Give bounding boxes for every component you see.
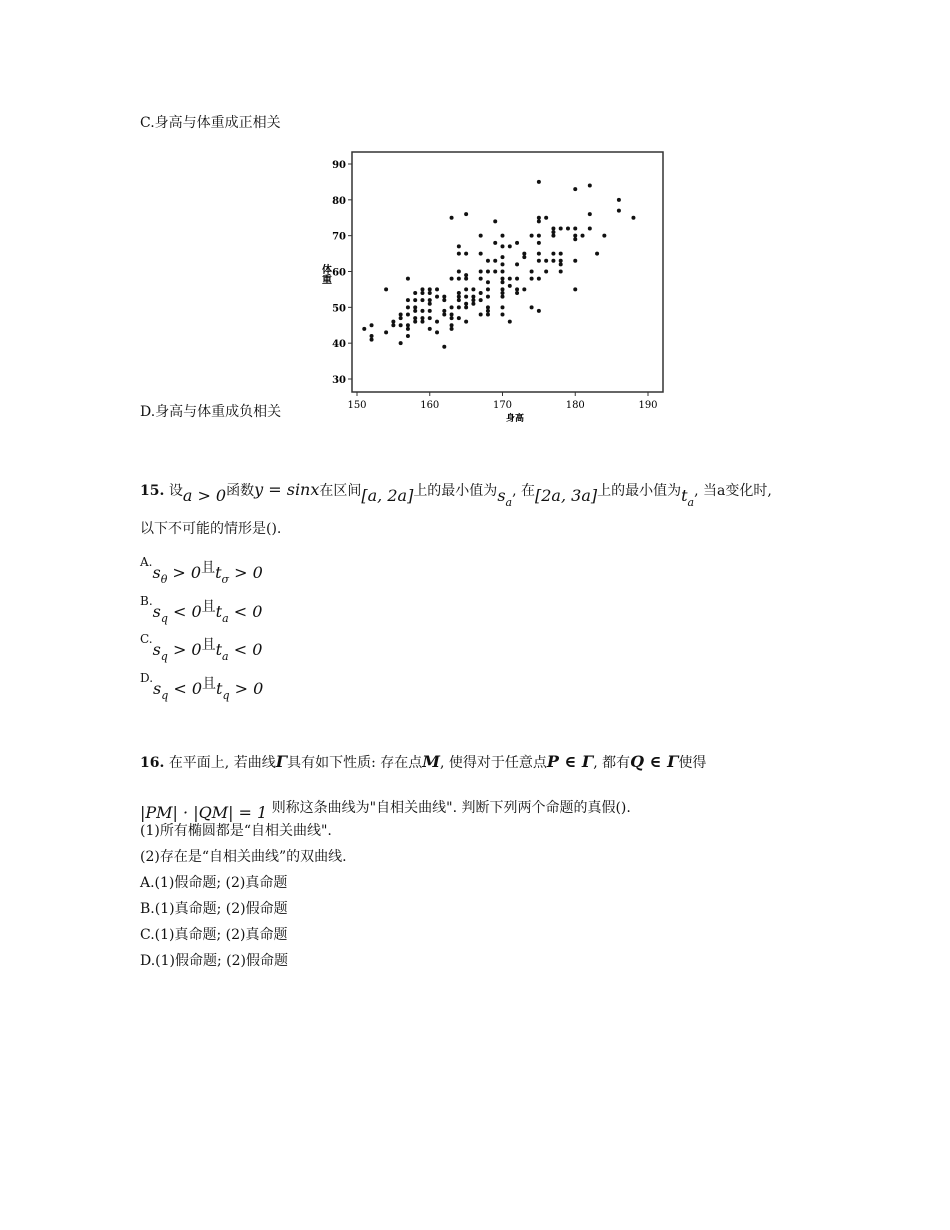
data-point	[420, 316, 424, 320]
data-point	[464, 273, 468, 277]
data-point	[450, 327, 454, 331]
data-point	[559, 227, 563, 231]
q16-math: M	[422, 752, 440, 771]
x-tick-label: 170	[492, 400, 513, 411]
data-point	[413, 320, 417, 324]
data-point	[428, 327, 432, 331]
inequality: < 0	[233, 602, 263, 621]
data-point	[602, 234, 606, 238]
data-point	[399, 316, 403, 320]
data-point	[486, 305, 490, 309]
data-point	[450, 316, 454, 320]
data-point	[384, 330, 388, 334]
data-point	[515, 262, 519, 266]
data-point	[457, 295, 461, 299]
data-point	[508, 320, 512, 324]
data-point	[559, 262, 563, 266]
data-point	[588, 184, 592, 188]
data-point	[537, 234, 541, 238]
data-point	[544, 259, 548, 263]
data-point	[442, 298, 446, 302]
subscript: σ	[221, 573, 230, 586]
t-symbol: t	[215, 602, 223, 621]
data-point	[501, 244, 505, 248]
q16-math: Γ	[275, 752, 288, 771]
data-point	[551, 234, 555, 238]
data-point	[406, 277, 410, 281]
data-point	[435, 320, 439, 324]
data-point	[471, 287, 475, 291]
t-symbol: t	[215, 563, 222, 582]
data-point	[428, 309, 432, 313]
and-text: 且	[201, 637, 216, 653]
data-point	[566, 227, 570, 231]
x-tick-label: 150	[347, 400, 367, 411]
data-point	[370, 323, 374, 327]
data-point	[413, 316, 417, 320]
data-point	[537, 241, 541, 245]
data-point	[420, 320, 424, 324]
data-point	[501, 295, 505, 299]
option-math	[216, 679, 264, 702]
x-axis-label: 身高	[505, 414, 525, 424]
inequality: < 0	[233, 640, 263, 659]
subscript: q	[161, 689, 169, 702]
data-point	[406, 323, 410, 327]
data-point	[501, 313, 505, 317]
data-point	[391, 323, 395, 327]
data-point	[370, 334, 374, 338]
data-point	[493, 259, 497, 263]
plot-frame	[352, 152, 663, 392]
data-point	[508, 277, 512, 281]
q15-text: 上的最小值为	[597, 483, 682, 499]
data-point	[457, 298, 461, 302]
data-point	[631, 216, 635, 220]
data-point	[442, 345, 446, 349]
data-point	[479, 313, 483, 317]
data-point	[537, 277, 541, 281]
s-symbol: s	[152, 563, 161, 582]
data-point	[413, 305, 417, 309]
y-tick-label: 40	[332, 339, 346, 351]
subscript: a	[222, 650, 229, 663]
q15-line1	[140, 480, 772, 507]
data-point	[391, 320, 395, 324]
data-point	[559, 270, 563, 274]
q15-number: 15.	[140, 483, 165, 499]
inequality: > 0	[234, 563, 263, 582]
data-point	[537, 216, 541, 220]
q16-math: Q ∈ Γ	[630, 752, 679, 771]
data-point	[486, 309, 490, 313]
q15-option-b	[140, 591, 262, 623]
s-symbol: s	[153, 679, 162, 698]
data-point	[501, 270, 505, 274]
and-text: 且	[201, 599, 216, 615]
data-point	[428, 291, 432, 295]
data-point	[435, 330, 439, 334]
data-point	[450, 323, 454, 327]
q16-text: 具有如下性质: 存在点	[287, 755, 423, 771]
data-point	[420, 298, 424, 302]
data-point	[486, 259, 490, 263]
data-point	[464, 212, 468, 216]
q15-text: , 在	[512, 483, 535, 499]
data-point	[450, 313, 454, 317]
option-math	[215, 640, 263, 663]
s-symbol: s	[497, 486, 506, 505]
q16-math: P ∈ Γ	[546, 752, 594, 771]
data-point	[471, 302, 475, 306]
data-point	[493, 241, 497, 245]
q15-option-a	[140, 552, 263, 584]
q15-math: y = sinx	[254, 480, 320, 499]
data-point	[450, 216, 454, 220]
data-point	[413, 298, 417, 302]
q16-text: 则称这条曲线为"自相关曲线". 判断下列两个命题的真假().	[271, 800, 631, 816]
data-point	[530, 305, 534, 309]
data-point	[457, 252, 461, 256]
data-point	[551, 227, 555, 231]
q16-line2	[140, 797, 631, 822]
q16-text: 使得	[678, 755, 707, 771]
subscript: q	[222, 689, 230, 702]
data-point	[522, 255, 526, 259]
q15-text: 上的最小值为	[413, 483, 498, 499]
subscript: a	[505, 496, 513, 509]
data-point	[537, 219, 541, 223]
data-point	[573, 234, 577, 238]
q16-option-a: A.(1)假命题; (2)真命题	[140, 875, 288, 891]
data-point	[406, 334, 410, 338]
data-point	[501, 277, 505, 281]
data-point	[464, 287, 468, 291]
data-point	[617, 198, 621, 202]
data-point	[551, 230, 555, 234]
data-point	[581, 234, 585, 238]
subscript: q	[160, 650, 168, 663]
data-point	[522, 287, 526, 291]
data-point	[573, 237, 577, 241]
q16-text: 在平面上, 若曲线	[168, 755, 276, 771]
data-point	[428, 316, 432, 320]
subscript: a	[687, 496, 695, 509]
data-point	[515, 287, 519, 291]
data-point	[522, 252, 526, 256]
data-point	[559, 252, 563, 256]
t-symbol: t	[216, 679, 223, 698]
data-point	[399, 313, 403, 317]
inequality: < 0	[173, 679, 203, 698]
y-tick-label: 80	[332, 195, 346, 207]
q15-line2: 以下不可能的情形是().	[140, 521, 282, 537]
option-math	[215, 602, 263, 625]
s-symbol: s	[152, 602, 161, 621]
y-tick-label: 50	[332, 303, 346, 315]
x-tick-label: 190	[638, 400, 658, 411]
q15-text: 在区间	[319, 483, 362, 499]
data-point	[551, 252, 555, 256]
q15-option-d	[140, 668, 263, 700]
y-axis-label: 体重	[322, 265, 332, 286]
x-tick-label: 160	[420, 400, 440, 411]
inequality: > 0	[172, 563, 202, 582]
q16-line1	[140, 752, 706, 773]
y-tick-label: 60	[332, 267, 346, 279]
data-point	[479, 291, 483, 295]
data-point	[428, 302, 432, 306]
subscript: a	[222, 612, 229, 625]
data-point	[508, 284, 512, 288]
q15-math	[681, 486, 695, 509]
q15-option-c	[140, 629, 262, 661]
q16-math: |PM| · |QM| = 1	[140, 803, 268, 822]
data-point	[464, 277, 468, 281]
option-label: B.	[140, 594, 153, 608]
data-point	[515, 241, 519, 245]
data-point	[501, 234, 505, 238]
data-point	[457, 277, 461, 281]
data-point	[537, 252, 541, 256]
t-symbol: t	[215, 640, 223, 659]
data-point	[515, 277, 519, 281]
option-label: D.	[140, 671, 154, 685]
data-point	[493, 219, 497, 223]
data-point	[471, 295, 475, 299]
inequality: > 0	[172, 640, 202, 659]
data-point	[450, 277, 454, 281]
scatter-chart-height-weight	[310, 145, 670, 425]
data-point	[362, 327, 366, 331]
q14-option-c: C.身高与体重成正相关	[140, 115, 281, 131]
data-point	[413, 309, 417, 313]
option-math	[215, 563, 263, 586]
data-point	[493, 270, 497, 274]
data-point	[588, 212, 592, 216]
data-point	[420, 291, 424, 295]
data-point	[530, 270, 534, 274]
data-point	[428, 287, 432, 291]
data-point	[515, 291, 519, 295]
data-point	[551, 259, 555, 263]
data-point	[479, 277, 483, 281]
data-point	[501, 280, 505, 284]
data-point	[501, 291, 505, 295]
option-math	[152, 640, 202, 663]
data-point	[457, 270, 461, 274]
and-text: 且	[202, 676, 217, 692]
data-point	[399, 323, 403, 327]
data-point	[573, 227, 577, 231]
data-point	[464, 320, 468, 324]
q16-option-b: B.(1)真命题; (2)假命题	[140, 901, 288, 917]
data-point	[479, 298, 483, 302]
data-point	[399, 341, 403, 345]
option-label: A.	[140, 555, 153, 569]
data-point	[420, 287, 424, 291]
data-point	[450, 305, 454, 309]
data-point	[370, 338, 374, 342]
y-tick-label: 70	[332, 231, 346, 243]
q15-text: 函数	[226, 483, 255, 499]
option-math	[152, 563, 202, 586]
data-point	[501, 255, 505, 259]
data-point	[588, 227, 592, 231]
q15-text: 设	[168, 483, 183, 499]
data-point	[573, 259, 577, 263]
subscript: θ	[160, 573, 168, 586]
data-point	[530, 234, 534, 238]
x-tick-label: 180	[565, 400, 585, 411]
data-point	[486, 287, 490, 291]
data-point	[464, 305, 468, 309]
y-tick-label: 90	[332, 160, 346, 171]
data-point	[486, 295, 490, 299]
q16-text: , 使得对于任意点	[439, 755, 547, 771]
data-point	[435, 295, 439, 299]
data-point	[595, 252, 599, 256]
data-point	[486, 280, 490, 284]
data-point	[508, 244, 512, 248]
q16-option-c: C.(1)真命题; (2)真命题	[140, 927, 288, 943]
data-point	[530, 277, 534, 281]
s-symbol: s	[152, 640, 161, 659]
data-point	[406, 327, 410, 331]
data-point	[442, 295, 446, 299]
data-point	[537, 309, 541, 313]
q16-proposition-1: (1)所有椭圆都是“自相关曲线".	[140, 823, 332, 839]
q15-math: a > 0	[182, 486, 227, 505]
data-point	[544, 216, 548, 220]
data-point	[457, 305, 461, 309]
data-point	[464, 252, 468, 256]
q16-option-d: D.(1)假命题; (2)假命题	[140, 953, 289, 969]
inequality: > 0	[234, 679, 264, 698]
data-point	[501, 305, 505, 309]
data-point	[537, 259, 541, 263]
option-math	[152, 602, 202, 625]
q16-proposition-2: (2)存在是“自相关曲线”的双曲线.	[140, 849, 347, 865]
option-label: C.	[140, 632, 153, 646]
data-point	[471, 298, 475, 302]
data-point	[406, 298, 410, 302]
q15-math: [2a, 3a]	[535, 486, 598, 505]
q15-math	[497, 486, 513, 509]
t-symbol: t	[681, 486, 688, 505]
data-point	[457, 291, 461, 295]
y-tick-label: 30	[332, 375, 346, 386]
data-point	[428, 298, 432, 302]
data-point	[420, 309, 424, 313]
q15-math: [a, 2a]	[361, 486, 414, 505]
data-point	[544, 270, 548, 274]
inequality: < 0	[173, 602, 202, 621]
data-point	[384, 287, 388, 291]
data-point	[537, 180, 541, 184]
data-point	[479, 234, 483, 238]
q16-number: 16.	[140, 755, 165, 771]
data-point	[442, 313, 446, 317]
data-point	[501, 287, 505, 291]
data-point	[479, 252, 483, 256]
data-point	[457, 244, 461, 248]
subscript: q	[160, 612, 168, 625]
data-point	[413, 291, 417, 295]
and-text: 且	[201, 560, 216, 576]
q14-option-d: D.身高与体重成负相关	[140, 404, 282, 420]
data-point	[486, 270, 490, 274]
data-point	[442, 309, 446, 313]
data-point	[573, 287, 577, 291]
q15-text: , 当a变化时,	[694, 483, 772, 499]
data-point	[406, 313, 410, 317]
data-point	[559, 259, 563, 263]
data-point	[479, 270, 483, 274]
data-point	[464, 295, 468, 299]
q16-text: , 都有	[593, 755, 631, 771]
data-point	[617, 209, 621, 213]
data-point	[457, 316, 461, 320]
option-math	[153, 679, 203, 702]
data-point	[573, 187, 577, 191]
data-point	[435, 287, 439, 291]
data-point	[486, 313, 490, 317]
data-point	[501, 262, 505, 266]
data-point	[406, 305, 410, 309]
data-point	[464, 302, 468, 306]
